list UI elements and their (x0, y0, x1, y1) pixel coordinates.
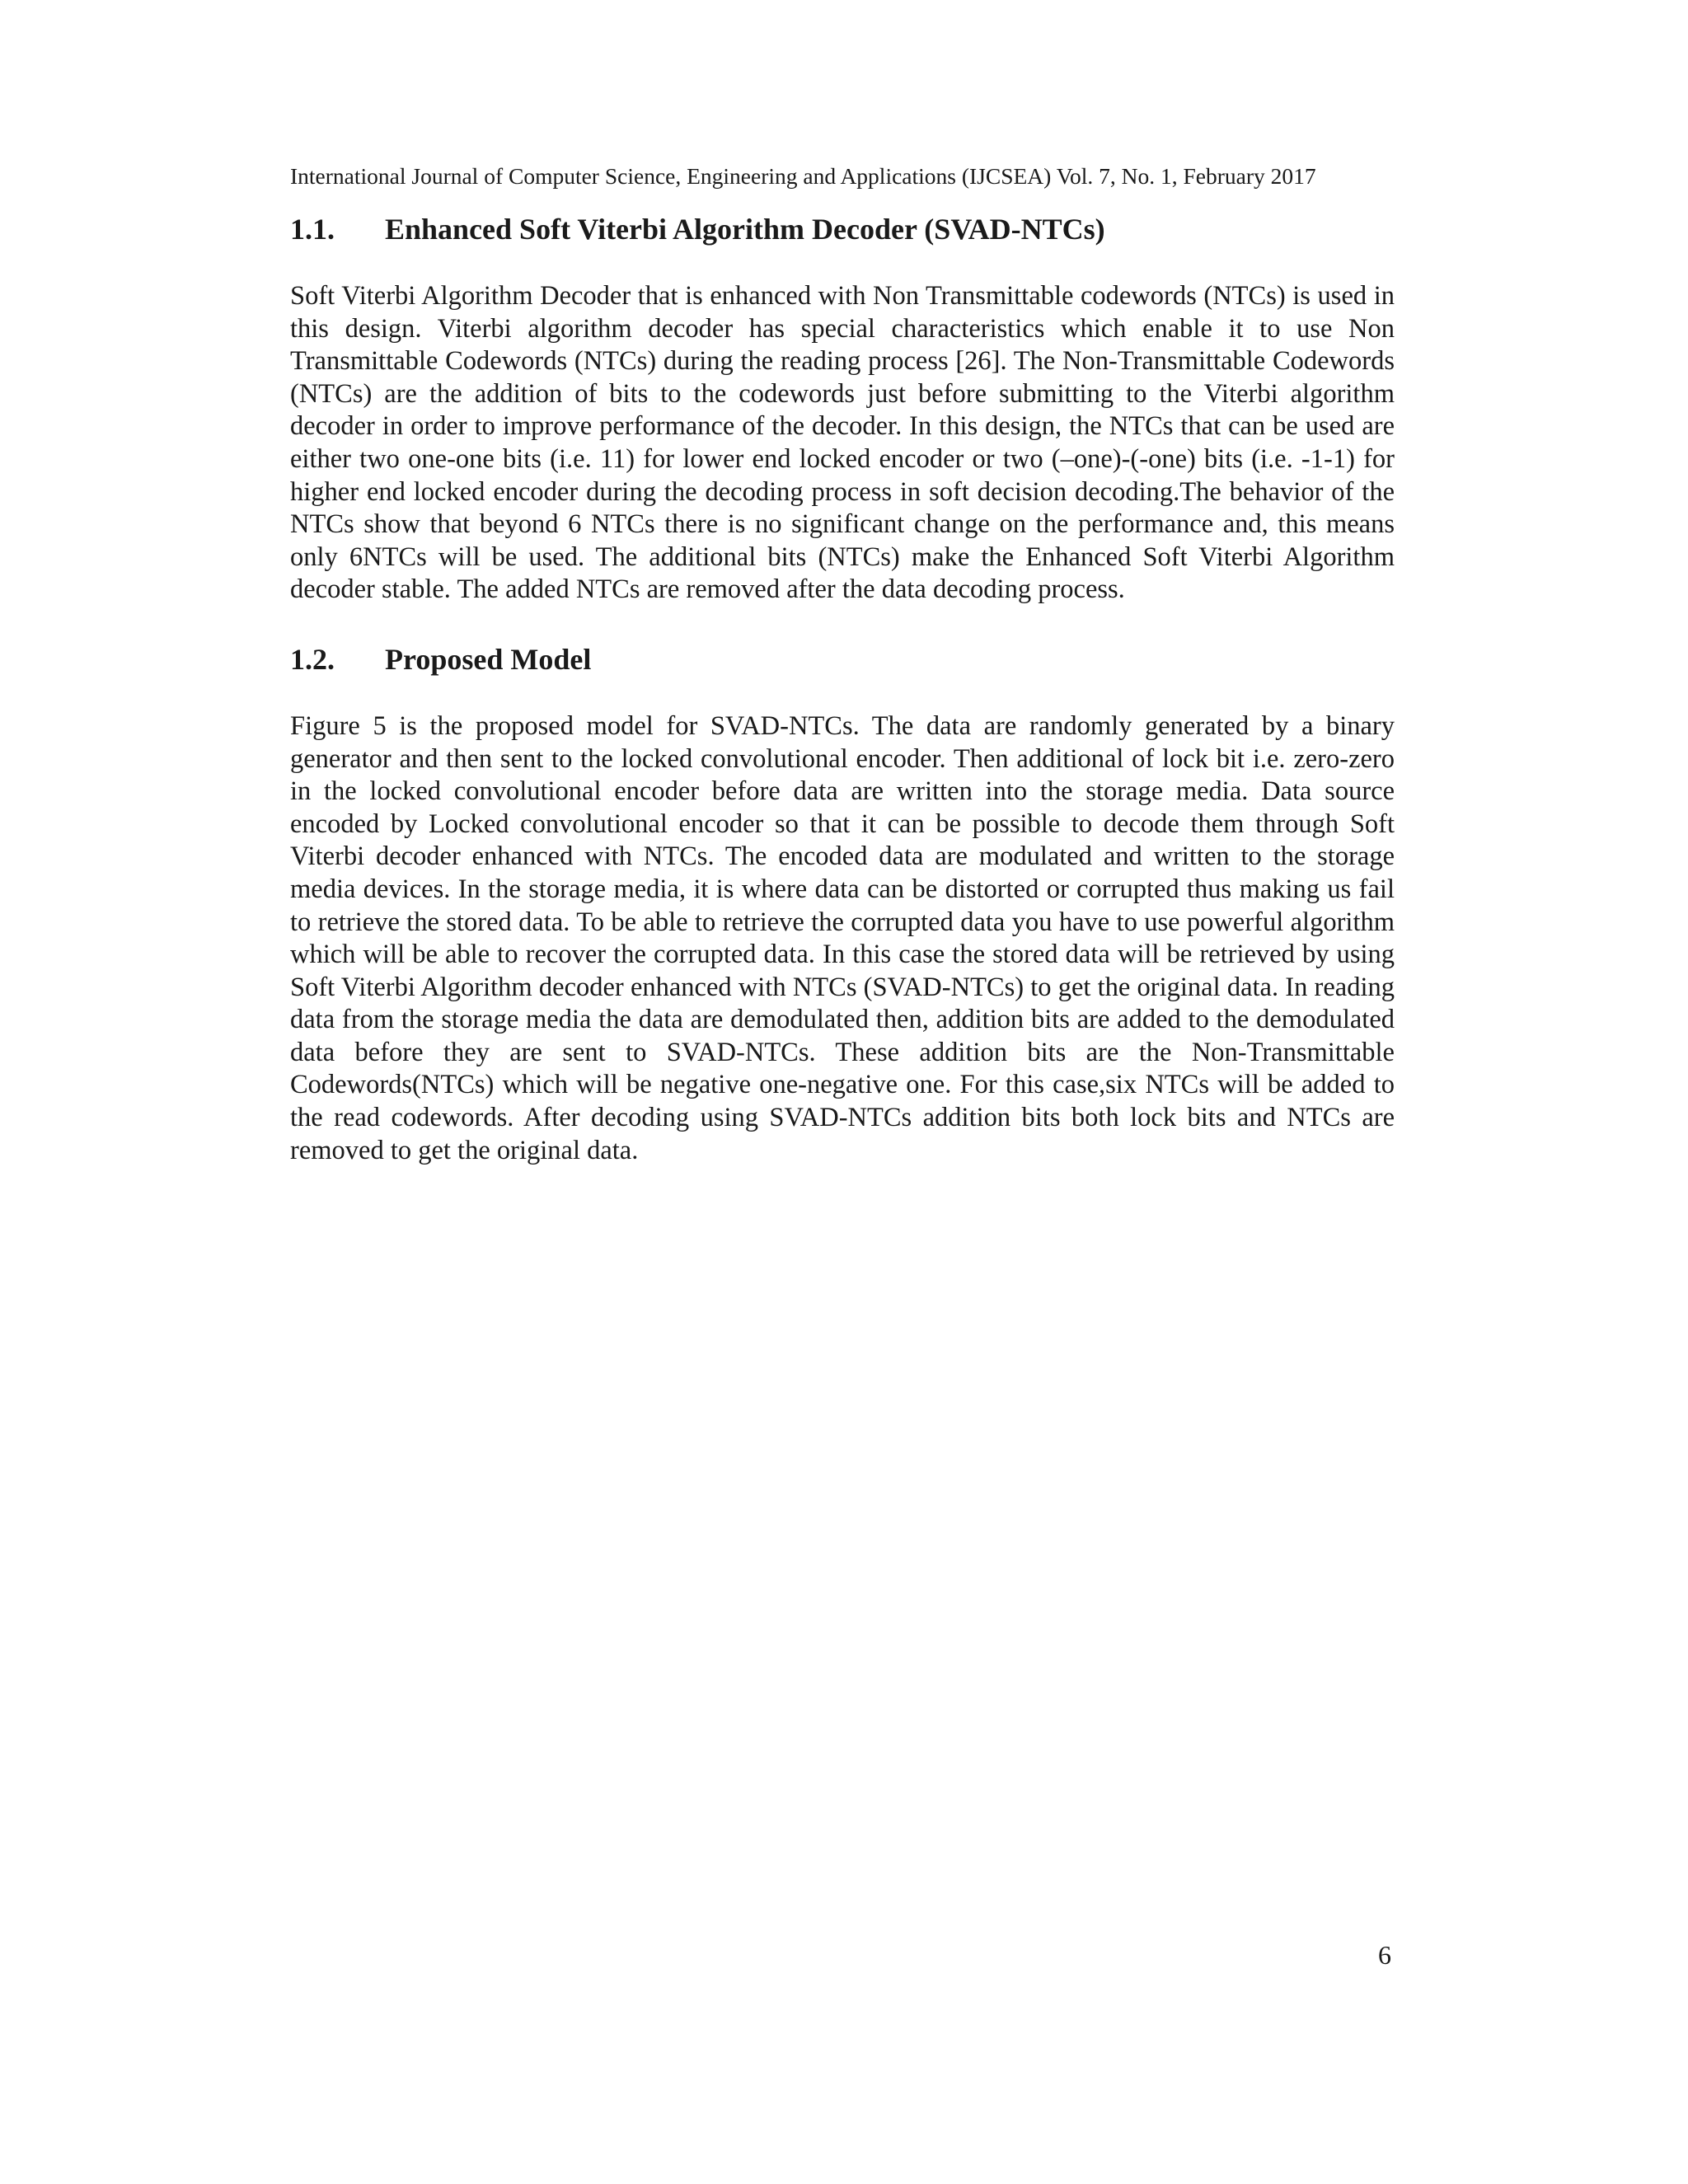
section-paragraph-1-1: Soft Viterbi Algorithm Decoder that is enhanced with Non Transmittable codewords (NTCs) is used in this design. Viterbi algorithm decoder has special characteristics which enable it to use Non Transmittable Codewords (NTCs) during the reading process [26]. The Non-Transmittable Codewords (NTCs) are the addition of bits to the codewords just before submitting to the Viterbi algorithm decoder in order to improve performance of the decoder. In this design, the NTCs that can be used are either two one-one bits (i.e. 11) for lower end locked encoder or two (–one)-(-one) bits (i.e. -1-1) for higher end locked encoder during the decoding process in soft decision decoding.The behavior of the NTCs show that beyond 6 NTCs there is no significant change on the performance and, this means only 6NTCs will be used. The additional bits (NTCs) make the Enhanced Soft Viterbi Algorithm decoder stable. The added NTCs are removed after the data decoding process. (290, 281, 1395, 605)
section-title: Enhanced Soft Viterbi Algorithm Decoder (SVAD-NTCs) (385, 213, 1105, 246)
section-paragraph-1-2: Figure 5 is the proposed model for SVAD-NTCs. The data are randomly generated by a binary generator and then sent to the locked convolutional encoder. Then additional of lock bit i.e. zero-zero in the locked convolutional encoder before data are written into the storage media. Data source encoded by Locked convolutional encoder so that it can be possible to decode them through Soft Viterbi decoder enhanced with NTCs. The encoded data are modulated and written to the storage media devices. In the storage media, it is where data can be distorted or corrupted thus making us fail to retrieve the stored data. To be able to retrieve the corrupted data you have to use powerful algorithm which will be able to recover the corrupted data. In this case the stored data will be retrieved by using Soft Viterbi Algorithm decoder enhanced with NTCs (SVAD-NTCs) to get the original data. In reading data from the storage media the data are demodulated then, addition bits are added to the demodulated data before they are sent to SVAD-NTCs. These addition bits are the Non-Transmittable Codewords(NTCs) which will be negative one-negative one. For this case,six NTCs will be added to the read codewords. After decoding using SVAD-NTCs addition bits both lock bits and NTCs are removed to get the original data. (290, 710, 1395, 1165)
section-heading-1-1 (290, 209, 1395, 249)
section-number: 1.2. (290, 642, 335, 676)
section-title: Proposed Model (385, 642, 592, 676)
running-header: International Journal of Computer Science, Engineering and Applications (IJCSEA) Vol. 7, No. 1, February 2017 (290, 163, 1316, 189)
page-number: 6 (1378, 1940, 1391, 1970)
page-content (290, 158, 1395, 1167)
section-number: 1.1. (290, 213, 335, 246)
section-heading-1-2 (290, 640, 1395, 679)
